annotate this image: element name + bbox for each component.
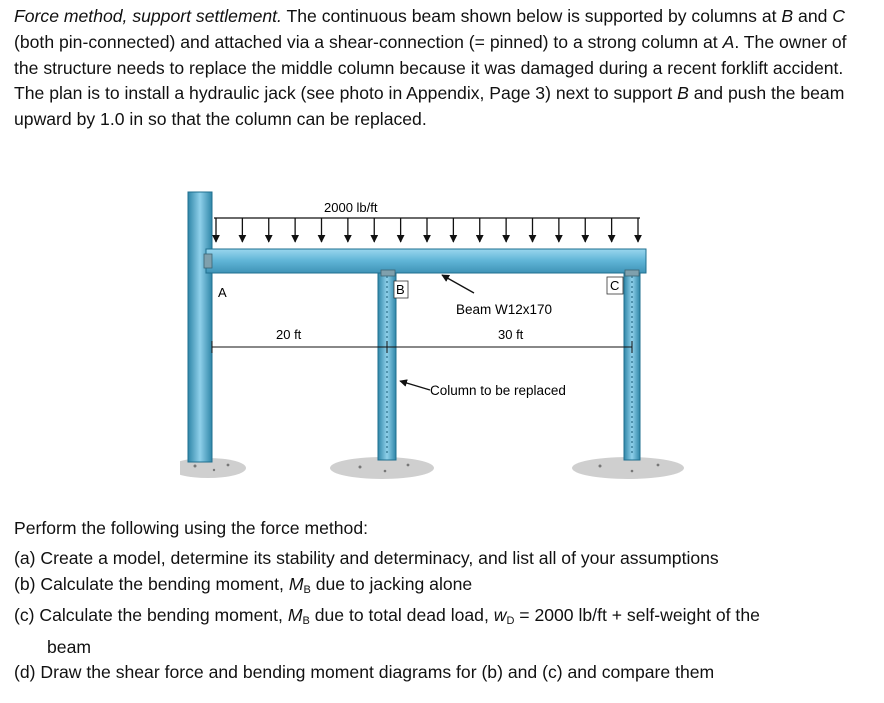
task-b-moment: M	[288, 573, 304, 594]
task-c-load-sub: D	[506, 615, 515, 627]
span-ab-label: 20 ft	[276, 327, 302, 342]
beam	[206, 249, 646, 273]
beam-diagram	[180, 186, 700, 506]
support-ref-c: C	[832, 6, 845, 26]
support-ref-a: A	[722, 31, 735, 52]
task-lead: Perform the following using the force method:	[14, 518, 369, 538]
task-c-marker: (c)	[14, 605, 35, 625]
problem-statement	[14, 4, 870, 133]
task-d-marker: (d)	[14, 662, 36, 682]
problem-text-4: . The owner of the structure needs to replace the middle column because it was damaged during a recent forklift accident. The plan is to install a hydraulic jack (see photo in Appendix, Page 3) next to support	[14, 31, 847, 104]
support-label-c: C	[610, 278, 620, 293]
task-b-text-2: due to jacking alone	[310, 573, 473, 594]
task-c-text-3: = 2000 lb/ft + self-weight of the	[514, 605, 760, 625]
beam-section-label: Beam W12x170	[456, 302, 553, 317]
problem-title: Force method, support settlement.	[14, 6, 282, 26]
task-d-text: Draw the shear force and bending moment diagrams for (b) and (c) and compare them	[35, 662, 715, 682]
task-a-marker: (a)	[14, 548, 36, 568]
task-b	[14, 572, 874, 604]
dimension-line	[212, 341, 632, 353]
strong-column-a	[188, 192, 212, 462]
task-d	[14, 660, 874, 686]
support-ref-b: B	[781, 6, 794, 26]
problem-text-1: The continuous beam shown below is supported by columns at	[281, 6, 782, 26]
task-b-moment-sub: B	[303, 583, 311, 596]
span-bc-label: 30 ft	[498, 327, 524, 342]
task-a	[14, 546, 874, 572]
load-label: 2000 lb/ft	[324, 200, 378, 215]
task-items	[14, 546, 874, 686]
task-c-line-2: beam	[47, 636, 92, 657]
task-c-load: w	[493, 605, 507, 625]
support-label-b: B	[396, 282, 405, 297]
problem-text-3: (both pin-connected) and attached via a shear-connection (= pinned) to a strong column at	[14, 31, 723, 52]
task-list	[14, 516, 874, 686]
task-a-text: Create a model, determine its stability and determinacy, and list all of your assumptions	[35, 548, 719, 568]
task-c-moment: M	[287, 605, 303, 625]
problem-text-2: and	[793, 6, 833, 26]
task-c-moment-sub: B	[302, 615, 310, 627]
task-b-text-1: Calculate the bending moment,	[35, 573, 289, 594]
task-c	[14, 603, 874, 635]
task-c-text-2: due to total dead load,	[309, 605, 494, 625]
distributed-load	[214, 218, 640, 242]
support-ref-b-2: B	[677, 83, 689, 104]
task-b-marker: (b)	[14, 573, 36, 594]
beam-figure	[180, 186, 700, 506]
column-replace-label: Column to be replaced	[430, 383, 566, 398]
support-label-a: A	[218, 285, 227, 300]
task-c-text-1: Calculate the bending moment,	[34, 605, 288, 625]
problem-text-5: and push the beam upward by 1.0 in so that the column can be replaced.	[14, 83, 845, 130]
